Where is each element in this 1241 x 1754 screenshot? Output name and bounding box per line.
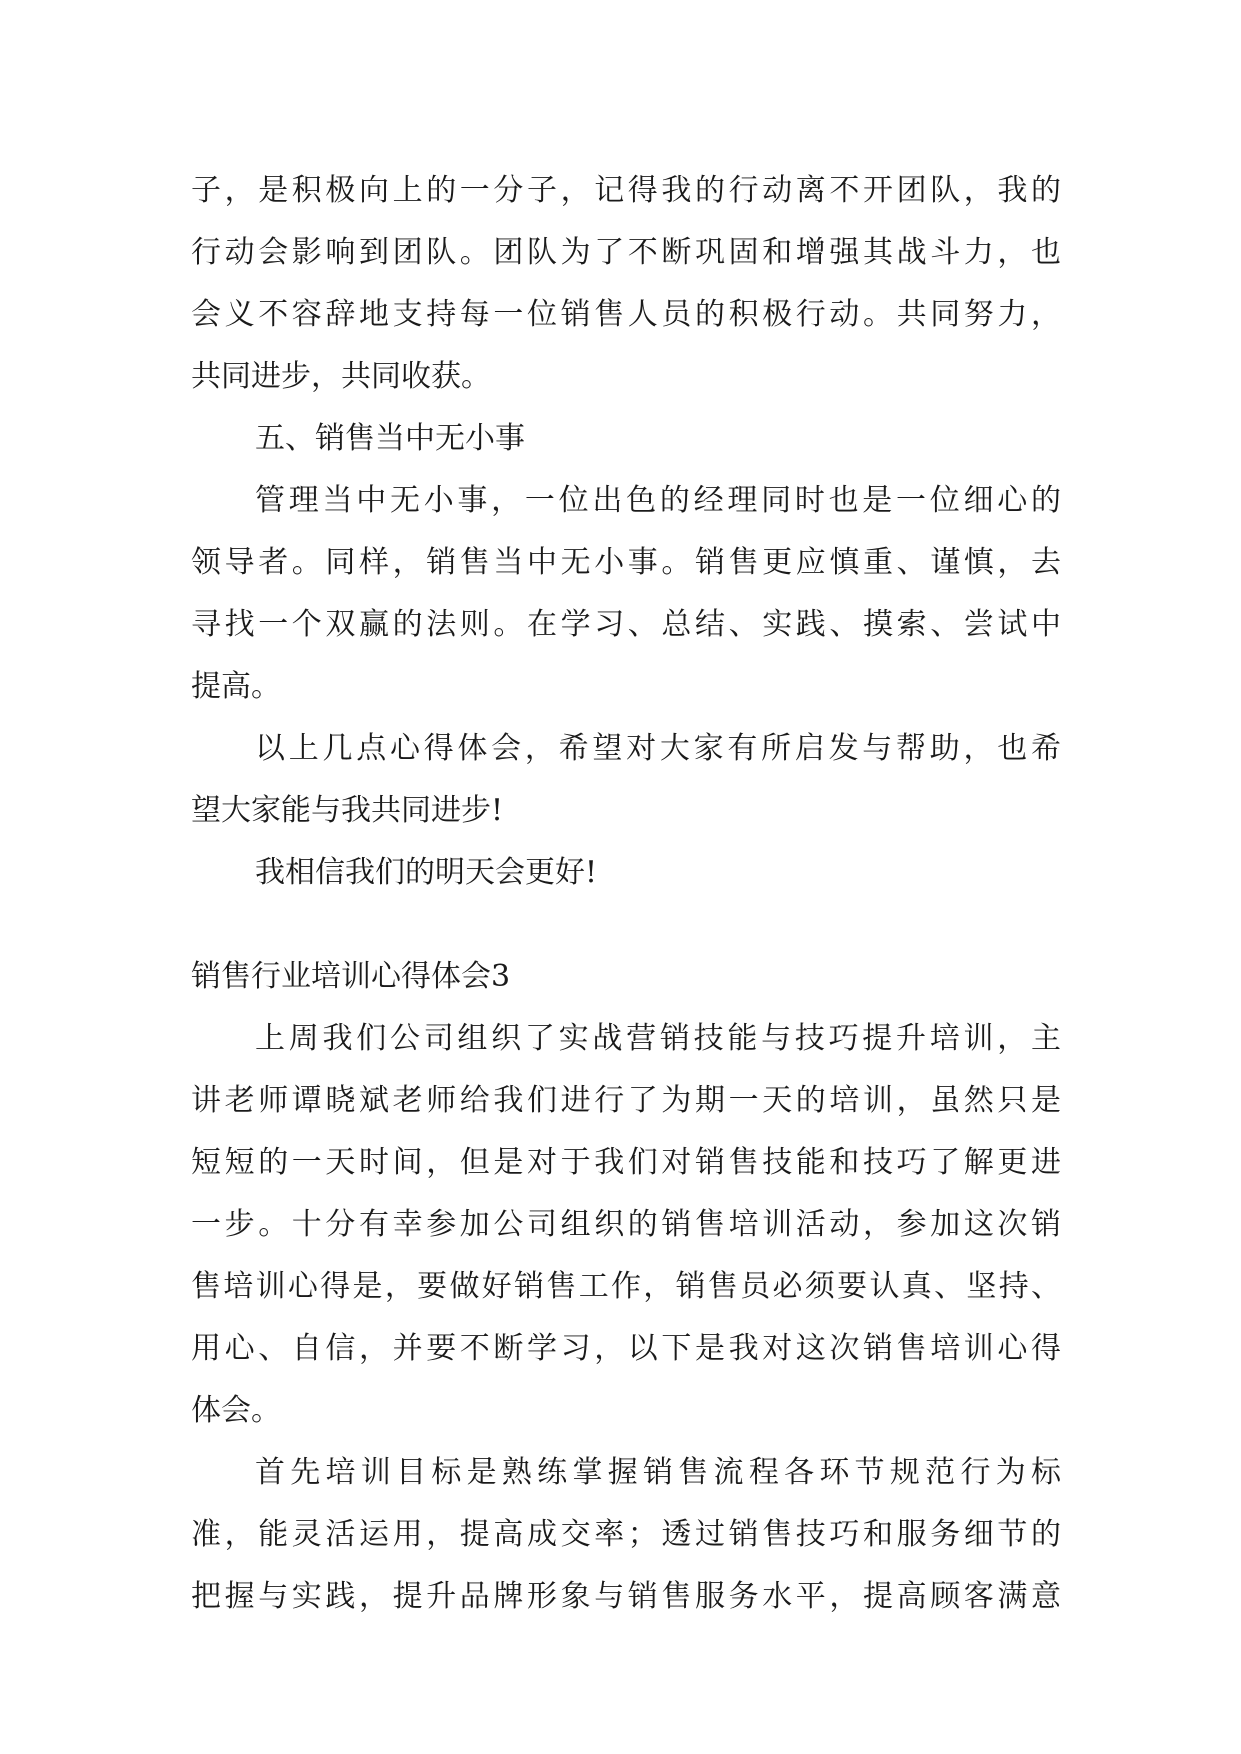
text-line: 共同进步，共同收获。 [191,359,491,394]
text-line: 短短的一天时间，但是对于我们对销售技能和技巧了解更进 [191,1145,1061,1180]
text-line: 用心、自信，并要不断学习，以下是我对这次销售培训心得 [191,1331,1061,1366]
paragraph-gap [191,904,1061,946]
text-line: 以上几点心得体会，希望对大家有所启发与帮助，也希 [255,731,1061,766]
section-heading: 五、销售当中无小事 [255,421,525,456]
text-line: 一步。十分有幸参加公司组织的销售培训活动，参加这次销 [191,1207,1061,1242]
text-line: 我相信我们的明天会更好! [255,855,598,890]
text-line: 把握与实践，提升品牌形象与销售服务水平，提高顾客满意 [191,1579,1061,1614]
text-line: 准，能灵活运用，提高成交率；透过销售技巧和服务细节的 [191,1517,1061,1552]
text-line: 讲老师谭晓斌老师给我们进行了为期一天的培训，虽然只是 [191,1083,1061,1118]
document-title: 销售行业培训心得体会3 [191,959,511,994]
text-line: 寻找一个双赢的法则。在学习、总结、实践、摸索、尝试中 [191,607,1061,642]
text-line: 首先培训目标是熟练掌握销售流程各环节规范行为标 [255,1455,1061,1490]
text-line: 体会。 [191,1393,281,1428]
text-line: 售培训心得是，要做好销售工作，销售员必须要认真、坚持、 [191,1269,1061,1304]
text-line: 会义不容辞地支持每一位销售人员的积极行动。共同努力， [191,297,1061,332]
text-line: 行动会影响到团队。团队为了不断巩固和增强其战斗力，也 [191,235,1061,270]
text-line: 上周我们公司组织了实战营销技能与技巧提升培训，主 [255,1021,1061,1056]
document-body [191,160,1061,1628]
text-line: 子，是积极向上的一分子，记得我的行动离不开团队，我的 [191,173,1061,208]
text-line: 管理当中无小事，一位出色的经理同时也是一位细心的 [255,483,1061,518]
text-line: 望大家能与我共同进步! [191,793,504,828]
text-line: 领导者。同样，销售当中无小事。销售更应慎重、谨慎，去 [191,545,1061,580]
text-line: 提高。 [191,669,281,704]
